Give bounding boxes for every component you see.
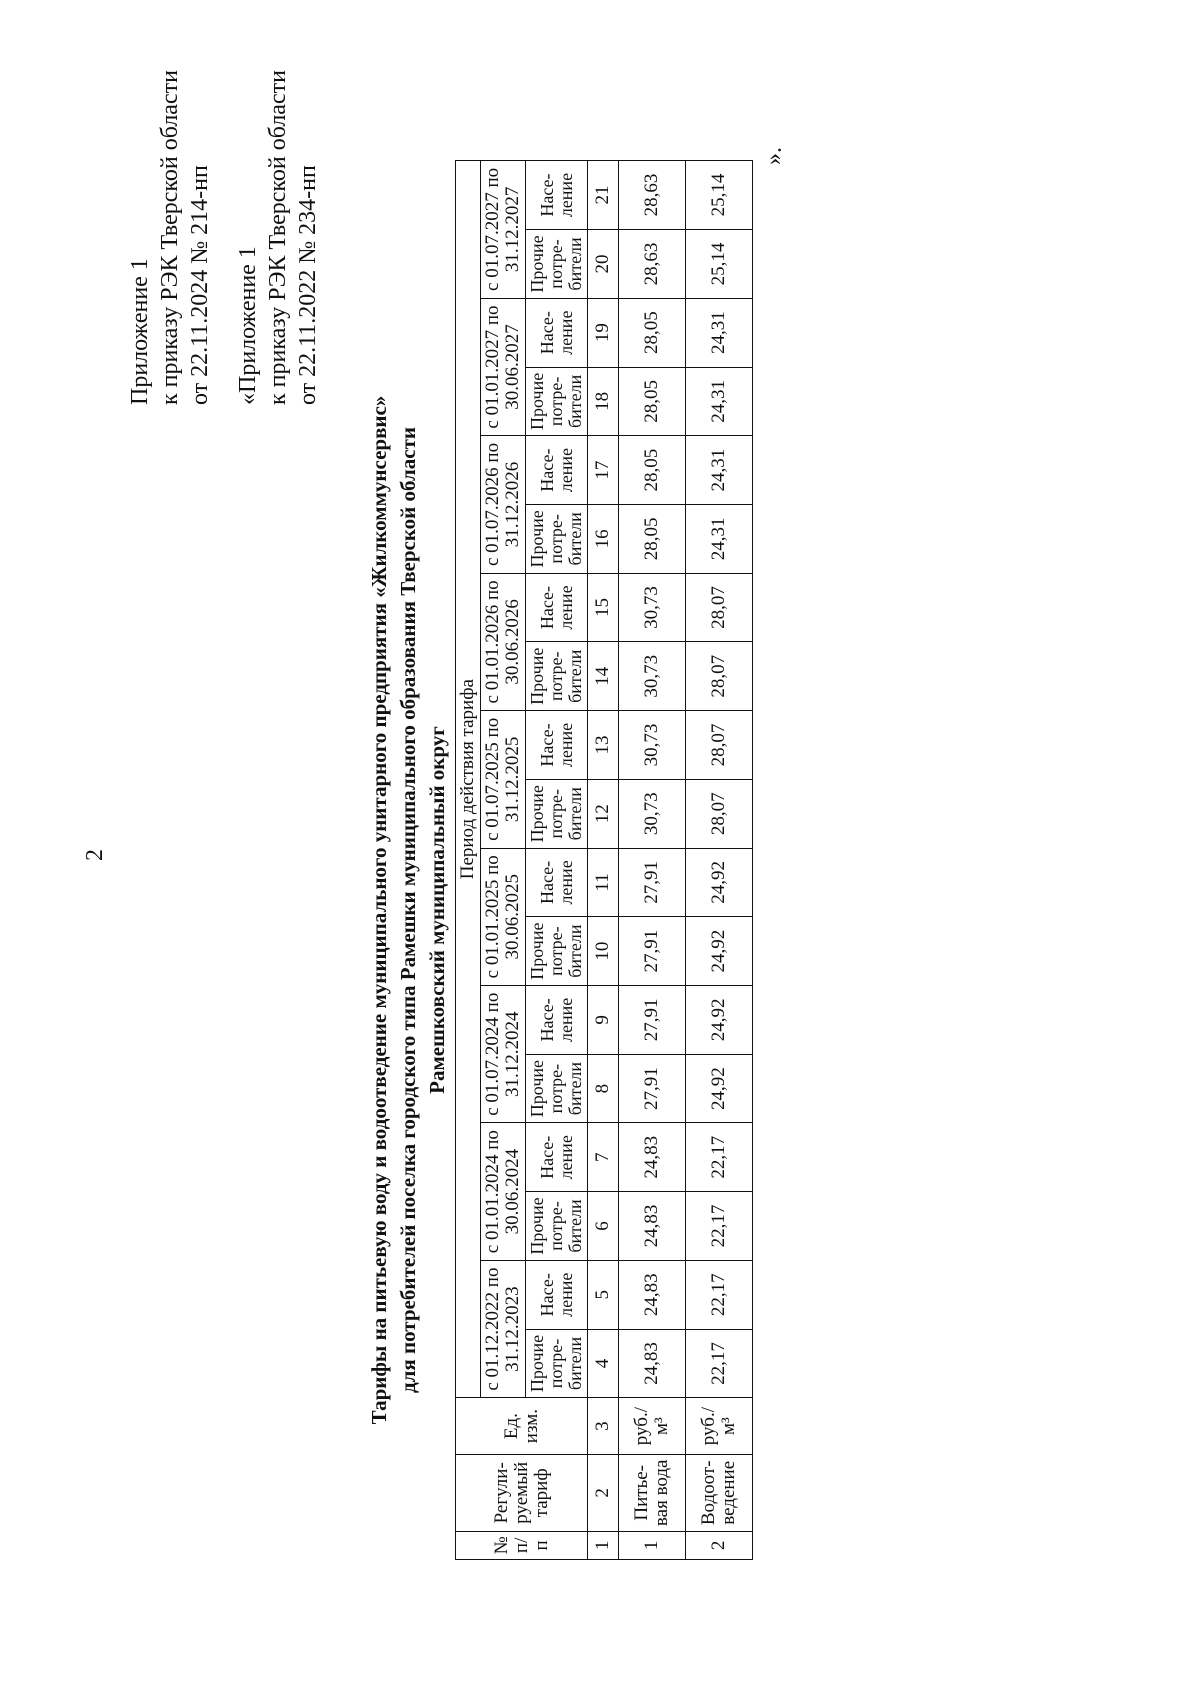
row-number-cell: 1 — [619, 1531, 686, 1559]
consumer-population-cell: Насе-ление — [526, 161, 588, 230]
column-number-cell: 19 — [588, 298, 619, 367]
tariff-value-cell: 24,31 — [686, 367, 753, 436]
column-number-cell: 7 — [588, 1123, 619, 1192]
consumer-population-cell: Насе-ление — [526, 986, 588, 1055]
tariff-value-cell: 27,91 — [619, 917, 686, 986]
tariff-value-cell: 30,73 — [619, 642, 686, 711]
tariff-value-cell: 27,91 — [619, 986, 686, 1055]
rotated-page-content — [113, 70, 833, 1590]
column-number-cell: 16 — [588, 504, 619, 573]
period-cell: с 01.12.2022 по 31.12.2023 — [481, 1260, 526, 1397]
column-number-cell: 9 — [588, 986, 619, 1055]
period-cell: с 01.01.2026 по 30.06.2026 — [481, 573, 526, 710]
header-regulated-tariff: Регули-руемый тариф — [456, 1454, 588, 1531]
column-number-cell: 10 — [588, 917, 619, 986]
tariff-value-cell: 22,17 — [686, 1329, 753, 1398]
tariff-value-cell: 28,63 — [619, 161, 686, 230]
page-number: 2 — [82, 849, 108, 861]
tariff-value-cell: 27,91 — [619, 848, 686, 917]
column-number-cell: 6 — [588, 1192, 619, 1261]
column-number-cell: 17 — [588, 436, 619, 505]
consumer-population-cell: Насе-ление — [526, 1260, 588, 1329]
annex-previous-line1: «Приложение 1 — [235, 246, 261, 405]
consumer-population-cell: Насе-ление — [526, 711, 588, 780]
header-period: Период действия тарифа — [456, 161, 481, 1398]
annex-current-line1: Приложение 1 — [127, 258, 153, 405]
consumer-population-cell: Насе-ление — [526, 573, 588, 642]
consumer-other-cell: Прочие потре-бители — [526, 1054, 588, 1123]
column-number-cell: 5 — [588, 1260, 619, 1329]
table-row — [686, 161, 753, 1560]
tariff-value-cell: 24,83 — [619, 1123, 686, 1192]
tariff-value-cell: 22,17 — [686, 1192, 753, 1261]
annex-current-line2: к приказу РЭК Тверской области — [157, 70, 183, 405]
column-number-cell: 11 — [588, 848, 619, 917]
tariff-value-cell: 28,05 — [619, 504, 686, 573]
tariff-value-cell: 28,05 — [619, 436, 686, 505]
column-number-cell: 3 — [588, 1398, 619, 1455]
table-body — [619, 161, 753, 1560]
annex-previous-reference — [233, 70, 323, 405]
row-unit-cell: руб./м³ — [619, 1398, 686, 1455]
consumer-population-cell: Насе-ление — [526, 298, 588, 367]
column-number-cell: 15 — [588, 573, 619, 642]
table-numbering-row — [588, 161, 619, 1560]
tariff-value-cell: 30,73 — [619, 573, 686, 642]
column-number-cell: 13 — [588, 711, 619, 780]
table-periods-row — [481, 161, 526, 1560]
closing-quote-mark: ». — [761, 147, 787, 165]
consumer-other-cell: Прочие потре-бители — [526, 917, 588, 986]
period-cell: с 01.01.2024 по 30.06.2024 — [481, 1123, 526, 1260]
period-cell: с 01.07.2024 по 31.12.2024 — [481, 986, 526, 1123]
row-tariff-cell: Питье-вая вода — [619, 1454, 686, 1531]
consumer-population-cell: Насе-ление — [526, 1123, 588, 1192]
annex-current-reference — [125, 70, 215, 405]
tariff-value-cell: 30,73 — [619, 711, 686, 780]
tariff-value-cell: 24,92 — [686, 917, 753, 986]
column-number-cell: 8 — [588, 1054, 619, 1123]
consumer-other-cell: Прочие потре-бители — [526, 1192, 588, 1261]
tariff-value-cell: 25,14 — [686, 230, 753, 299]
consumer-population-cell: Насе-ление — [526, 848, 588, 917]
tariff-value-cell: 22,17 — [686, 1123, 753, 1192]
tariff-value-cell: 28,05 — [619, 298, 686, 367]
annex-previous-line3: от 22.11.2022 № 234-нп — [295, 165, 321, 405]
period-cell: с 01.07.2027 по 31.12.2027 — [481, 161, 526, 299]
row-unit-cell: руб./м³ — [686, 1398, 753, 1455]
table-consumers-row — [526, 161, 588, 1560]
tariff-value-cell: 24,83 — [619, 1260, 686, 1329]
tariff-value-cell: 28,07 — [686, 779, 753, 848]
row-tariff-cell: Водоот-ведение — [686, 1454, 753, 1531]
consumer-other-cell: Прочие потре-бители — [526, 642, 588, 711]
consumer-other-cell: Прочие потре-бители — [526, 504, 588, 573]
period-cell: с 01.01.2027 по 30.06.2027 — [481, 298, 526, 435]
tariff-value-cell: 22,17 — [686, 1260, 753, 1329]
tariff-value-cell: 24,31 — [686, 504, 753, 573]
consumer-population-cell: Насе-ление — [526, 436, 588, 505]
column-number-cell: 2 — [588, 1454, 619, 1531]
column-number-cell: 14 — [588, 642, 619, 711]
tariff-table — [455, 160, 753, 1560]
annex-previous-line2: к приказу РЭК Тверской области — [265, 70, 291, 405]
tariff-value-cell: 28,05 — [619, 367, 686, 436]
row-number-cell: 2 — [686, 1531, 753, 1559]
title-line1: Тарифы на питьевую воду и водоотведение муниципального унитарного предприятия «Жилкоммунсервис» — [367, 395, 391, 1425]
column-number-cell: 21 — [588, 161, 619, 230]
title-line3: Рамешковский муниципальный округ — [425, 726, 449, 1094]
period-cell: с 01.07.2026 по 31.12.2026 — [481, 436, 526, 573]
consumer-other-cell: Прочие потре-бители — [526, 230, 588, 299]
column-number-cell: 1 — [588, 1531, 619, 1559]
tariff-value-cell: 24,92 — [686, 986, 753, 1055]
document-title — [365, 310, 452, 1510]
tariff-value-cell: 25,14 — [686, 161, 753, 230]
tariff-value-cell: 28,07 — [686, 642, 753, 711]
tariff-value-cell: 24,31 — [686, 298, 753, 367]
tariff-value-cell: 24,92 — [686, 848, 753, 917]
tariff-value-cell: 24,83 — [619, 1329, 686, 1398]
tariff-value-cell: 28,07 — [686, 711, 753, 780]
table-header-row — [456, 161, 481, 1560]
column-number-cell: 20 — [588, 230, 619, 299]
tariff-value-cell: 24,92 — [686, 1054, 753, 1123]
annex-current-line3: от 22.11.2024 № 214-нп — [187, 165, 213, 405]
tariff-value-cell: 27,91 — [619, 1054, 686, 1123]
period-cell: с 01.01.2025 по 30.06.2025 — [481, 848, 526, 985]
title-line2: для потребителей поселка городского типа Рамешки муниципального образования Тверской области — [396, 426, 420, 1394]
consumer-other-cell: Прочие потре-бители — [526, 367, 588, 436]
table-row — [619, 161, 686, 1560]
column-number-cell: 18 — [588, 367, 619, 436]
column-number-cell: 4 — [588, 1329, 619, 1398]
tariff-value-cell: 24,31 — [686, 436, 753, 505]
tariff-value-cell: 24,83 — [619, 1192, 686, 1261]
consumer-other-cell: Прочие потре-бители — [526, 779, 588, 848]
consumer-other-cell: Прочие потре-бители — [526, 1329, 588, 1398]
tariff-value-cell: 28,63 — [619, 230, 686, 299]
period-cell: с 01.07.2025 по 31.12.2025 — [481, 711, 526, 848]
header-number: № п/п — [456, 1531, 588, 1559]
column-number-cell: 12 — [588, 779, 619, 848]
tariff-value-cell: 28,07 — [686, 573, 753, 642]
tariff-value-cell: 30,73 — [619, 779, 686, 848]
header-unit: Ед. изм. — [456, 1398, 588, 1455]
